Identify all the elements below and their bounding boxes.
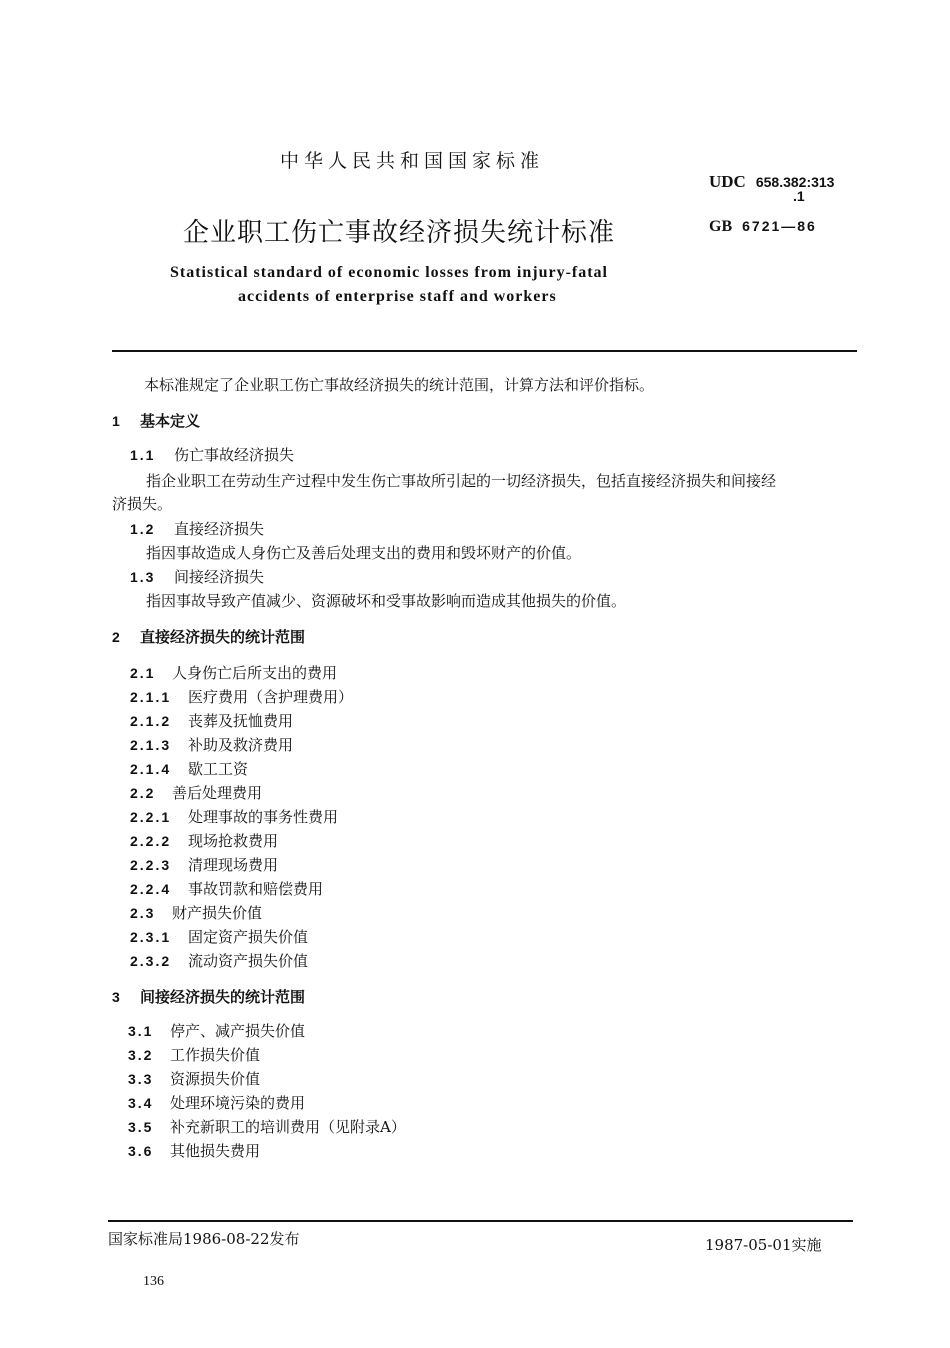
item-number: 2.2 <box>130 785 156 801</box>
item-text: 处理环境污染的费用 <box>170 1094 306 1112</box>
item-text: 医疗费用（含护理费用） <box>188 688 354 706</box>
document-title-en-line2: accidents of enterprise staff and workers <box>238 288 557 305</box>
list-item <box>130 758 248 779</box>
national-standard-heading: 中华人民共和国国家标准 <box>280 150 545 172</box>
list-item <box>130 878 323 899</box>
clause-title: 间接经济损失 <box>174 568 265 586</box>
clause-1-1-text: 指企业职工在劳动生产过程中发生伤亡事故所引起的一切经济损失，包括直接经济损失和间接经 <box>146 472 777 490</box>
header-divider <box>112 350 857 352</box>
item-number: 2.3.1 <box>130 929 172 945</box>
gb-code: 6721—86 <box>742 218 817 234</box>
list-item <box>130 734 293 755</box>
gb-standard-number <box>709 218 817 236</box>
item-number: 2.2.1 <box>130 809 172 825</box>
item-number: 3.6 <box>128 1143 154 1159</box>
list-item <box>130 686 353 707</box>
list-item <box>130 902 262 923</box>
section-number: 1 <box>112 413 122 429</box>
gb-label: GB <box>709 218 733 235</box>
item-number: 2.1.4 <box>130 761 172 777</box>
effective-date: 1987-05-01实施 <box>705 1236 822 1254</box>
item-text: 丧葬及抚恤费用 <box>188 712 294 730</box>
list-item <box>128 1116 406 1137</box>
list-item <box>128 1092 305 1113</box>
item-text: 清理现场费用 <box>188 856 279 874</box>
document-title-en-line1: Statistical standard of economic losses from injury-fatal <box>170 264 608 281</box>
clause-1-3 <box>130 566 264 587</box>
section-3-heading <box>112 986 305 1007</box>
list-item <box>130 926 308 947</box>
item-text: 财产损失价值 <box>172 904 263 922</box>
item-number: 2.1.3 <box>130 737 172 753</box>
section-1-heading <box>112 410 200 431</box>
item-number: 2.2.2 <box>130 833 172 849</box>
clause-number: 1.3 <box>130 569 156 585</box>
list-item <box>130 710 293 731</box>
section-number: 3 <box>112 989 122 1005</box>
item-text: 其他损失费用 <box>170 1142 261 1160</box>
section-title: 直接经济损失的统计范围 <box>140 628 306 646</box>
item-text: 现场抢救费用 <box>188 832 279 850</box>
item-text: 人身伤亡后所支出的费用 <box>172 664 338 682</box>
clause-title: 伤亡事故经济损失 <box>174 446 295 464</box>
udc-code: 658.382:313 <box>755 174 835 190</box>
item-text: 补充新职工的培训费用（见附录A） <box>170 1118 406 1136</box>
list-item <box>128 1068 260 1089</box>
udc-label: UDC <box>709 172 746 191</box>
clause-number: 1.2 <box>130 521 156 537</box>
document-title-cn: 企业职工伤亡事故经济损失统计标准 <box>183 218 616 248</box>
item-text: 处理事故的事务性费用 <box>188 808 339 826</box>
udc-code-continuation: .1 <box>793 188 805 204</box>
clause-title: 直接经济损失 <box>174 520 265 538</box>
list-item <box>130 782 262 803</box>
item-text: 歇工工资 <box>188 760 249 778</box>
list-item <box>128 1044 260 1065</box>
section-title: 间接经济损失的统计范围 <box>140 988 306 1006</box>
item-text: 流动资产损失价值 <box>188 952 309 970</box>
item-text: 事故罚款和赔偿费用 <box>188 880 324 898</box>
clause-1-1 <box>130 444 294 465</box>
list-item <box>130 806 338 827</box>
page-number: 136 <box>143 1274 164 1289</box>
item-text: 善后处理费用 <box>172 784 263 802</box>
item-number: 2.2.3 <box>130 857 172 873</box>
clause-number: 1.1 <box>130 447 156 463</box>
intro-paragraph: 本标准规定了企业职工伤亡事故经济损失的统计范围，计算方法和评价指标。 <box>144 376 655 394</box>
list-item <box>128 1140 260 1161</box>
issue-date: 国家标准局1986-08-22发布 <box>108 1230 300 1248</box>
section-title: 基本定义 <box>140 412 201 430</box>
item-number: 2.1.1 <box>130 689 172 705</box>
list-item <box>130 854 278 875</box>
item-number: 3.3 <box>128 1071 154 1087</box>
clause-1-2 <box>130 518 264 539</box>
item-number: 2.1 <box>130 665 156 681</box>
item-number: 3.4 <box>128 1095 154 1111</box>
section-2-heading <box>112 626 305 647</box>
section-number: 2 <box>112 629 122 645</box>
item-number: 3.1 <box>128 1023 154 1039</box>
clause-1-3-text: 指因事故导致产值减少、资源破坏和受事故影响而造成其他损失的价值。 <box>146 592 627 610</box>
item-number: 2.2.4 <box>130 881 172 897</box>
item-number: 2.3.2 <box>130 953 172 969</box>
list-item <box>130 950 308 971</box>
item-number: 3.2 <box>128 1047 154 1063</box>
clause-1-1-text-cont: 济损失。 <box>112 495 173 513</box>
item-number: 2.1.2 <box>130 713 172 729</box>
udc-classification <box>709 172 834 192</box>
item-text: 工作损失价值 <box>170 1046 261 1064</box>
item-number: 2.3 <box>130 905 156 921</box>
item-text: 资源损失价值 <box>170 1070 261 1088</box>
item-text: 固定资产损失价值 <box>188 928 309 946</box>
item-text: 停产、减产损失价值 <box>170 1022 306 1040</box>
item-number: 3.5 <box>128 1119 154 1135</box>
item-text: 补助及救济费用 <box>188 736 294 754</box>
list-item <box>128 1020 305 1041</box>
footer-divider <box>108 1220 853 1222</box>
list-item <box>130 662 337 683</box>
clause-1-2-text: 指因事故造成人身伤亡及善后处理支出的费用和毁坏财产的价值。 <box>146 544 582 562</box>
list-item <box>130 830 278 851</box>
